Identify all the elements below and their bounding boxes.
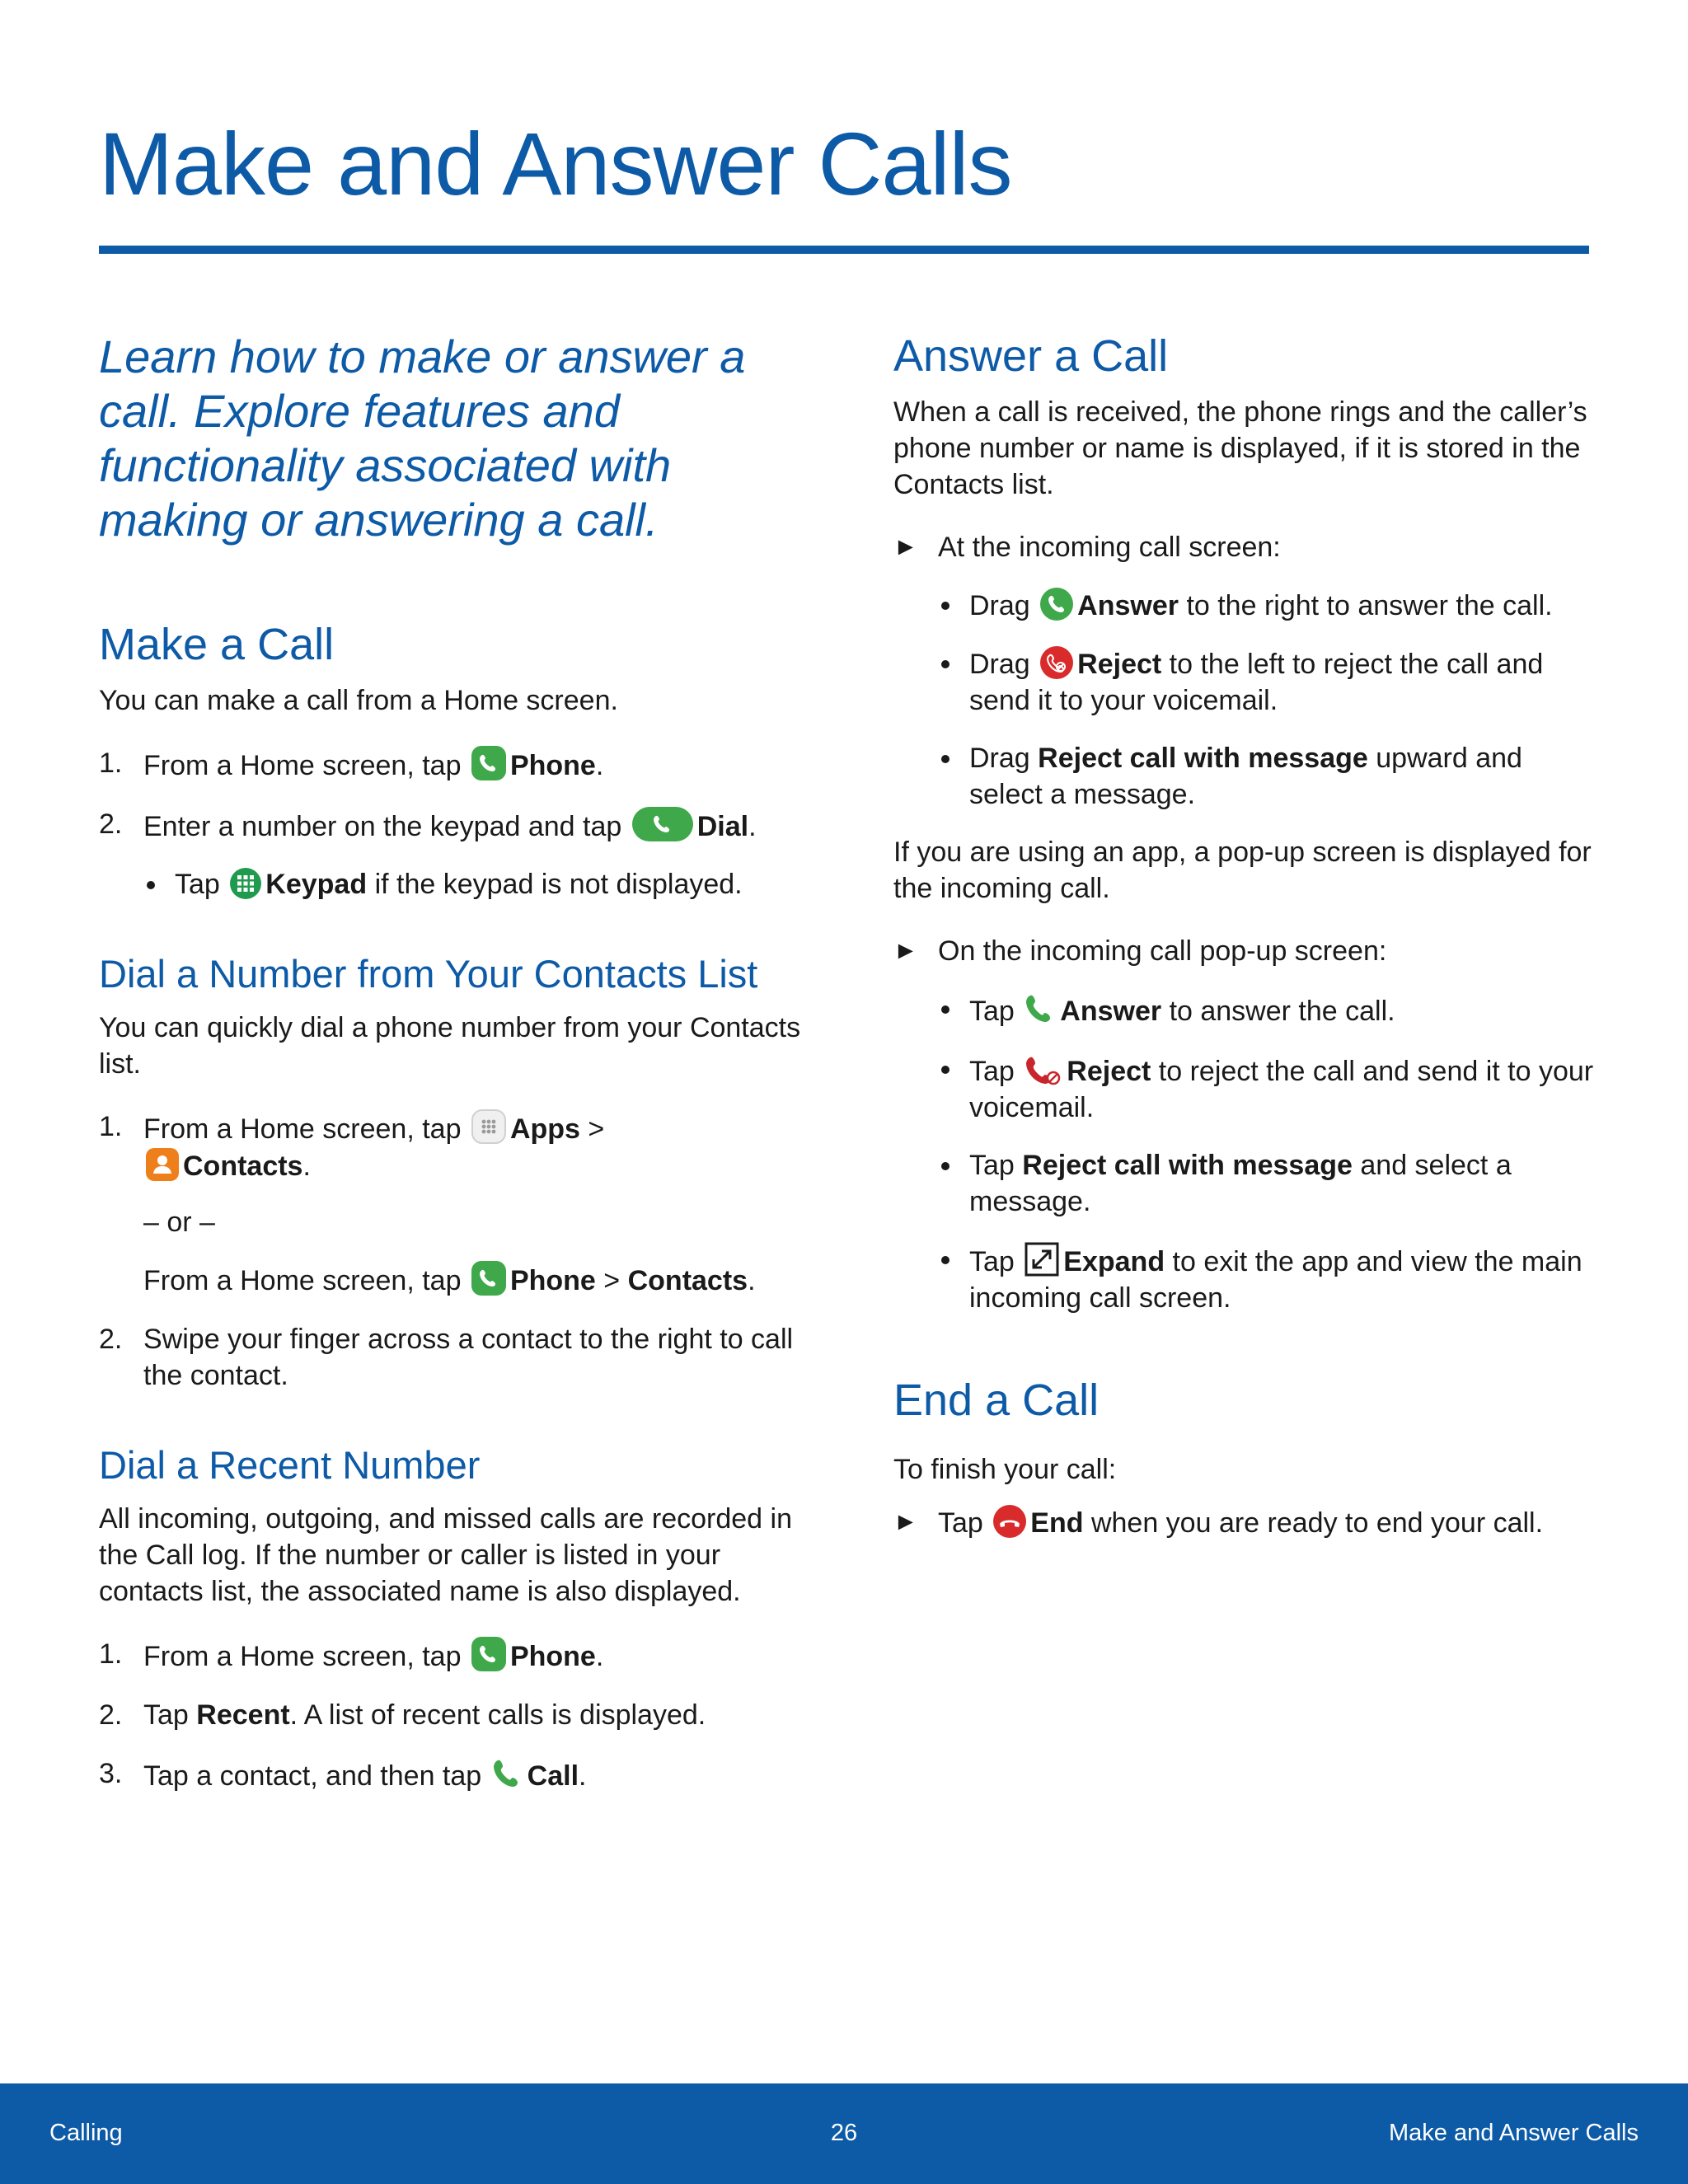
reject-icon [1039,645,1074,680]
bullet-post: to answer the call. [1169,996,1395,1027]
arrow-step-text: At the incoming call screen: [938,532,1281,563]
intro-text: Learn how to make or answer a call. Explore features and functionality associated with making or answering a call. [99,330,746,546]
end-call-section [893,1374,1602,1541]
step-text: Swipe your finger across a contact to the right to call the contact. [143,1324,794,1391]
end-call-icon [992,1504,1027,1539]
step-bold: Contacts [183,1151,303,1182]
arrow-step-text: On the incoming call pop-up screen: [938,935,1387,967]
bullet-bold: Answer [1077,590,1179,621]
step-bold: Apps [509,1113,580,1145]
answer-icon [1039,587,1074,621]
list-item [893,587,1602,624]
step-post: . [748,1265,756,1296]
step-post: . [579,1760,587,1792]
make-call-desc: You can make a call from a Home screen. [99,685,618,716]
step-number: 1. [99,1638,123,1670]
list-item [893,1241,1602,1316]
step-text: Enter a number on the keypad and tap [143,811,622,842]
footer-page-number: 26 [830,2120,858,2146]
bullet-text: Drag [969,649,1030,680]
arrow-step [893,529,1602,565]
arrow-step-text: Tap [938,1507,983,1539]
answer-call-desc: When a call is received, the phone rings and the caller’s phone number or name is displayed, if it is stored in the Contacts list. [893,396,1587,500]
step-bold: Phone [509,750,596,781]
list-item [99,1755,808,1794]
list-item [143,866,808,902]
bullet-text: Tap [969,1150,1015,1181]
make-call-sub-bullets [143,866,808,902]
step-number: 2. [99,1699,123,1731]
step-text: From a Home screen, tap [143,1113,462,1145]
arrow-step-post: when you are ready to end your call. [1090,1507,1544,1539]
footer-chapter: Calling [49,2120,123,2146]
step-text: Tap [143,1699,189,1731]
right-column [893,330,1602,1589]
answer-call-section [893,330,1602,1316]
arrow-icon: ► [893,937,918,964]
bullet-text: Tap [969,1056,1015,1087]
apps-icon [471,1108,507,1145]
bullet-post: upward and select a message. [969,743,1522,810]
title-rule [99,246,1589,254]
or-separator: – or – [143,1207,215,1238]
arrow-step [893,933,1602,969]
bullet-bold: Reject call with message [1038,743,1368,774]
contacts-icon [145,1147,180,1182]
bullet-post: to the left to reject the call and send it to your voicemail. [969,649,1544,716]
step-number: 1. [99,1111,123,1142]
list-item [893,740,1602,813]
expand-icon [1024,1241,1060,1277]
bullet-text: Drag [969,590,1030,621]
step-text: Tap a contact, and then tap [143,1760,482,1792]
bullet-text: Tap [175,869,220,900]
list-item [893,1051,1602,1126]
end-call-desc: To finish your call: [893,1454,1117,1485]
list-item [893,645,1602,719]
phone-icon [471,1260,507,1296]
step-post: . [595,750,604,781]
footer-section: Make and Answer Calls [1388,2120,1639,2146]
arrow-step-bold: End [1030,1507,1084,1539]
step-text: From a Home screen, tap [143,1641,462,1672]
bullet-post: if the keypad is not displayed. [374,869,743,900]
list-item [893,1147,1602,1220]
page-footer [0,2083,1688,2184]
bullet-bold: Reject call with message [1022,1150,1353,1181]
step-bold: Recent [196,1699,290,1731]
step-post: . [748,811,757,842]
popup-desc: If you are using an app, a pop-up screen is displayed for the incoming call. [893,837,1592,904]
dial-recent-section [99,1441,808,1794]
arrow-icon: ► [893,1508,918,1535]
dial-recent-desc: All incoming, outgoing, and missed calls are recorded in the Call log. If the number or caller is listed in your contacts list, the associated name is also displayed. [99,1503,793,1607]
step-number: 1. [99,748,123,779]
phone-icon [471,1636,507,1672]
step-bold: Call [527,1760,579,1792]
make-call-section [99,618,808,902]
list-item [893,991,1602,1029]
phone-icon [471,745,507,781]
list-item [99,1321,808,1394]
step-post: . [302,1151,311,1182]
bullet-text: Tap [969,996,1015,1027]
step-separator: > [603,1265,621,1296]
alternate-step [143,1260,808,1299]
page-title: Make and Answer Calls [99,114,1012,213]
bullet-post: to exit the app and view the main incoming call screen. [969,1246,1582,1314]
call-icon [491,1755,524,1792]
arrow-step [893,1504,1602,1541]
bullet-bold: Reject [1077,649,1162,680]
list-item [99,1636,808,1675]
incoming-screen-bullets [893,587,1602,813]
step-bold: Phone [509,1641,596,1672]
bullet-post: and select a message. [969,1150,1512,1217]
list-item [99,1108,808,1299]
left-column [99,330,808,1842]
bullet-post: to the right to answer the call. [1186,590,1553,621]
contacts-line [143,1147,808,1184]
keypad-icon [229,867,262,900]
popup-screen-bullets [893,991,1602,1316]
bullet-bold: Reject [1067,1056,1151,1087]
arrow-icon: ► [893,533,918,560]
step-number: 2. [99,808,123,840]
make-call-heading: Make a Call [99,620,335,669]
reject-icon [1024,1051,1063,1087]
step-number: 2. [99,1324,123,1355]
list-item [99,1697,808,1733]
make-call-steps [99,745,808,902]
bullet-bold: Answer [1060,996,1162,1027]
step-bold: Phone [509,1265,596,1296]
step-bold: Contacts [627,1265,748,1296]
step-text: From a Home screen, tap [143,1265,462,1296]
step-post: . [595,1641,604,1672]
list-item [99,745,808,784]
list-item [99,806,808,902]
bullet-text: Drag [969,743,1030,774]
step-number: 3. [99,1758,123,1789]
bullet-post: to reject the call and send it to your voicemail. [969,1056,1594,1123]
answer-icon [1024,991,1057,1027]
step-bold: Dial [696,811,749,842]
dial-icon [631,806,694,842]
bullet-text: Tap [969,1246,1015,1277]
step-post: . A list of recent calls is displayed. [289,1699,706,1731]
step-separator: > [588,1113,605,1145]
dial-contacts-section [99,950,808,1394]
dial-contacts-heading: Dial a Number from Your Contacts List [99,952,758,996]
dial-recent-heading: Dial a Recent Number [99,1443,481,1487]
dial-contacts-steps [99,1108,808,1394]
bullet-bold: Keypad [265,869,368,900]
dial-contacts-desc: You can quickly dial a phone number from your Contacts list. [99,1012,801,1080]
answer-call-heading: Answer a Call [893,331,1169,381]
dial-recent-steps [99,1636,808,1794]
step-text: From a Home screen, tap [143,750,462,781]
end-call-heading: End a Call [893,1376,1100,1425]
bullet-bold: Expand [1063,1246,1165,1277]
